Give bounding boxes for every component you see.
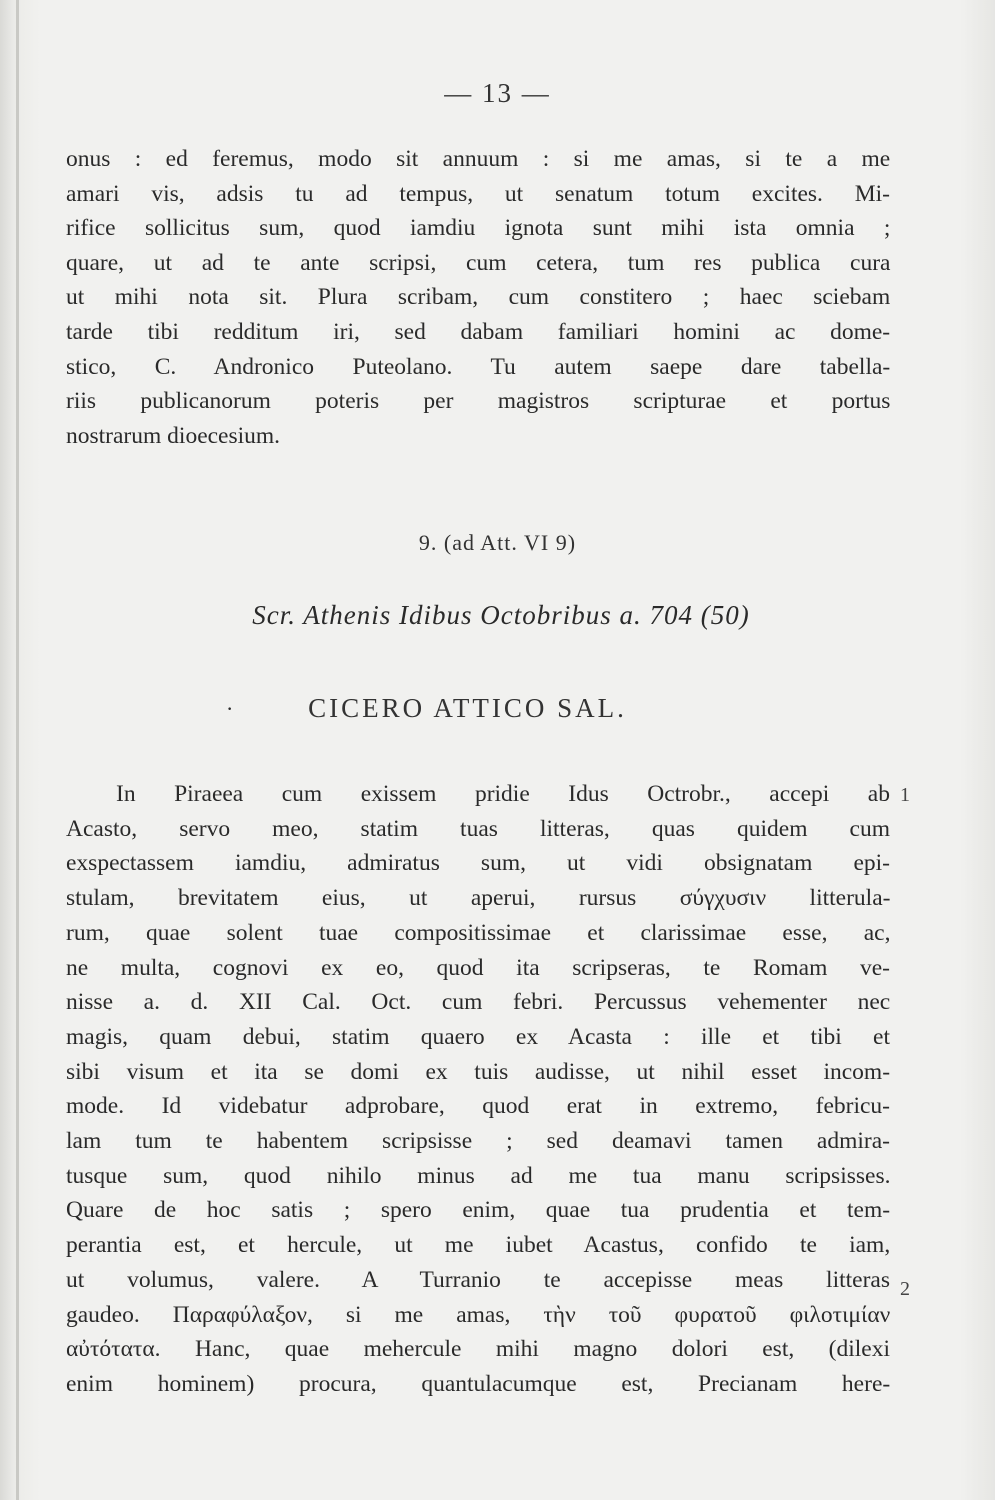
text-line: perantia est, et hercule, ut me iubet Acastus, confido te iam, bbox=[66, 1232, 891, 1259]
printer-dot: · bbox=[226, 696, 234, 721]
text-line: riis publicanorum poteris per magistros scripturae et portus bbox=[66, 388, 891, 415]
text-line: tusque sum, quod nihilo minus ad me tua manu scripsisses. bbox=[66, 1162, 891, 1189]
text-line: stulam, brevitatem eius, ut aperui, rursus σύγχυσιν litterula- bbox=[66, 885, 891, 912]
text-line: quare, ut ad te ante scripsi, cum cetera, tum res publica cura bbox=[66, 249, 891, 276]
text-line: mode. Id videbatur adprobare, quod erat in extremo, febricu- bbox=[66, 1093, 890, 1120]
text-line: magis, quam debui, statim quaero ex Acasta : ille et tibi et bbox=[66, 1023, 890, 1050]
text-line: enim hominem) procura, quantulacumque est, Precianam here- bbox=[66, 1370, 891, 1397]
section-number: 2 bbox=[900, 1278, 910, 1300]
text-line: ut volumus, valere. A Turranio te accepisse meas litteras bbox=[66, 1266, 890, 1293]
binding-edge bbox=[16, 0, 19, 1500]
text-line: ut mihi nota sit. Plura scribam, cum constitero ; haec sciebam bbox=[66, 284, 891, 311]
letter-reference: 9. (ad Att. VI 9) bbox=[418, 530, 577, 555]
text-line: stico, C. Andronico Puteolano. Tu autem saepe dare tabella- bbox=[66, 353, 891, 380]
text-line: lam tum te habentem scripsisse ; sed deamavi tamen admira- bbox=[66, 1128, 890, 1155]
text-line: Quare de hoc satis ; spero enim, quae tua prudentia et tem- bbox=[66, 1197, 891, 1224]
text-line: exspectassem iamdiu, admiratus sum, ut vidi obsignatam epi- bbox=[66, 850, 890, 877]
text-line: gaudeo. Παραφύλαξον, si me amas, τὴν τοῦ φυρατοῦ φιλοτιμίαν bbox=[66, 1301, 891, 1328]
text-line: ne multa, cognovi ex eo, quod ita scripseras, te Romam ve- bbox=[66, 954, 890, 981]
text-line: In Piraeea cum exissem pridie Idus Octrobr., accepi ab bbox=[116, 781, 890, 807]
text-line: rum, quae solent tuae compositissimae et clarissimae esse, ac, bbox=[66, 919, 891, 946]
page-number: — 13 — bbox=[444, 78, 551, 108]
text-line: tarde tibi redditum iri, sed dabam familiari homini ac dome- bbox=[66, 318, 891, 345]
letter-body bbox=[66, 777, 890, 1402]
letter-salutation: CICERO ATTICO SAL. bbox=[308, 693, 627, 723]
text-line: rifice sollicitus sum, quod iamdiu ignota sunt mihi ista omnia ; bbox=[66, 215, 891, 242]
text-line: nostrarum dioecesium. bbox=[66, 422, 281, 449]
text-line: onus : ed feremus, modo sit annuum : si me amas, si te a me bbox=[66, 146, 891, 172]
text-line: amari vis, adsis tu ad tempus, ut senatum totum excites. Mi- bbox=[66, 180, 890, 207]
section-number: 1 bbox=[900, 784, 910, 806]
letter-dateline: Scr. Athenis Idibus Octobribus a. 704 (50) bbox=[252, 600, 750, 630]
text-line: Acasto, servo meo, statim tuas litteras, quas quidem cum bbox=[66, 815, 890, 842]
text-line: sibi visum et ita se domi ex tuis audisse, ut nihil esset incom- bbox=[66, 1058, 891, 1085]
text-line: nisse a. d. XII Cal. Oct. cum febri. Percussus vehementer nec bbox=[66, 989, 891, 1016]
paragraph-continuation bbox=[66, 142, 890, 453]
text-line: αὐτότατα. Hanc, quae mehercule mihi magno dolori est, (dilexi bbox=[66, 1336, 890, 1363]
